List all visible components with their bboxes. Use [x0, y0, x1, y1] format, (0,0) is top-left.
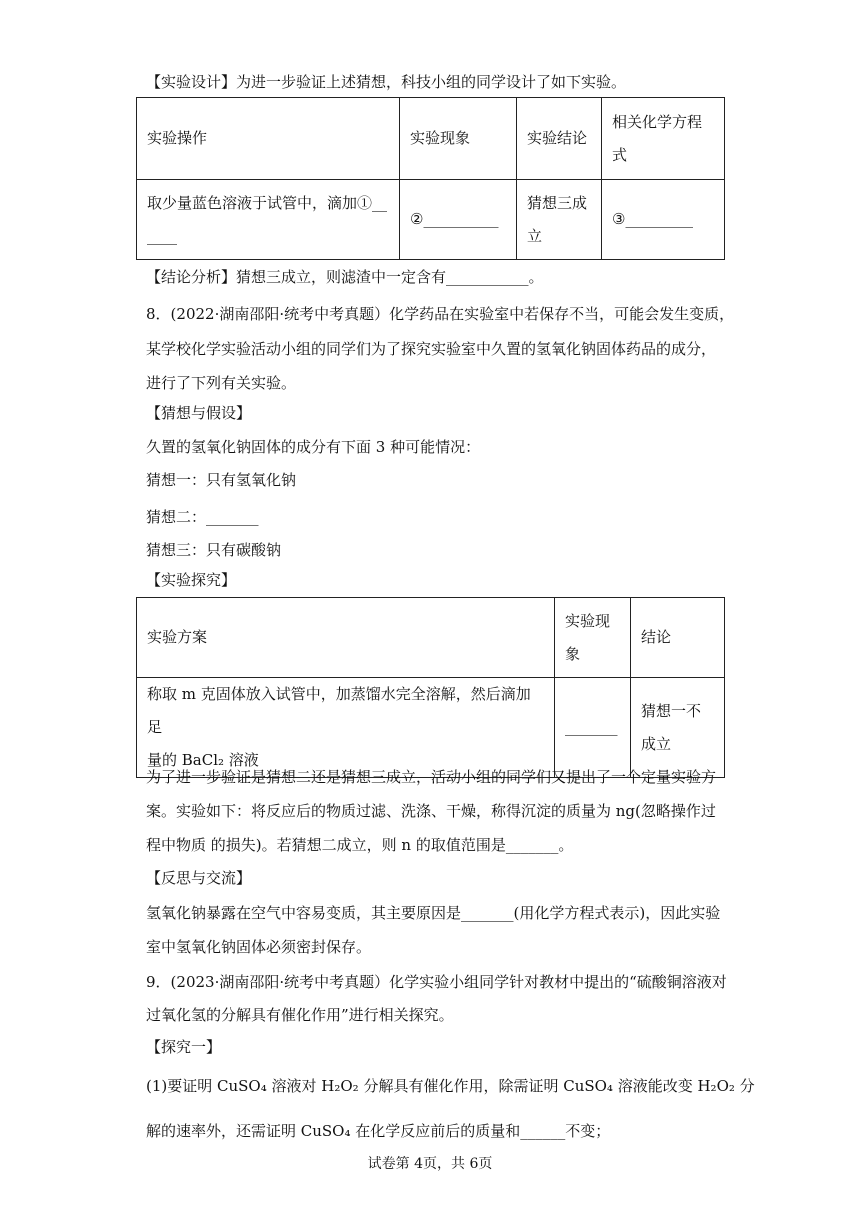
reflect-line: 室中氢氧化钠固体必须密封保存。: [146, 938, 372, 956]
reflect-line: 氢氧化钠暴露在空气中容易变质，其主要原因是_______(用化学方程式表示)，因此实验: [146, 904, 721, 922]
table-cell-phenomenon: _______: [555, 678, 631, 778]
design-title: 【实验设计】为进一步验证上述猜想，科技小组的同学设计了如下实验。: [146, 73, 627, 91]
reflect-title: 【反思与交流】: [146, 869, 252, 887]
explore1-title: 【探究一】: [146, 1038, 222, 1056]
q9-item1-line: (1)要证明 CuSO₄ 溶液对 H₂O₂ 分解具有催化作用，除需证明 CuSO₄ 溶液能改变 H₂O₂ 分: [146, 1077, 755, 1095]
table-header-row: [137, 598, 725, 678]
table-cell-conclusion: 猜想三成立: [517, 180, 602, 260]
table-cell-equation: ③_________: [602, 180, 725, 260]
table-cell-phenomenon: ②__________: [400, 180, 517, 260]
q8-line: 8．(2022·湖南邵阳·统考中考真题）化学药品在实验室中若保存不当，可能会发生变质，: [146, 305, 735, 323]
table-header-cell: 相关化学方程式: [602, 98, 725, 180]
plan-line: 量的 BaCl₂ 溶液: [147, 751, 259, 769]
quant-line: 案。实验如下：将反应后的物质过滤、洗涤、干燥，称得沉淀的质量为 ng(忽略操作过: [146, 802, 716, 820]
plan-line: 称取 m 克固体放入试管中，加蒸馏水完全溶解，然后滴加足: [147, 685, 531, 736]
table-row: [137, 678, 725, 778]
table-header-cell: 实验现象: [555, 598, 631, 678]
q8-line: 进行了下列有关实验。: [146, 374, 297, 392]
conclusion-analysis: 【结论分析】猜想三成立，则滤渣中一定含有___________。: [146, 268, 544, 286]
table-cell-conclusion: 猜想一不成立: [631, 678, 725, 778]
table-row: [137, 180, 725, 260]
table-header-cell: 实验结论: [517, 98, 602, 180]
q9-line: 过氧化氢的分解具有催化作用”进行相关探究。: [146, 1006, 454, 1024]
explore-title: 【实验探究】: [146, 571, 237, 589]
table-cell-plan: [137, 678, 555, 778]
quant-line: 程中物质 的损失)。若猜想二成立，则 n 的取值范围是_______。: [146, 836, 574, 854]
table-header-cell: 结论: [631, 598, 725, 678]
experiment-explore-table: [136, 597, 725, 778]
table-cell-operation: 取少量蓝色溶液于试管中，滴加①______: [137, 180, 400, 260]
hypothesis-intro: 久置的氢氧化钠固体的成分有下面 3 种可能情况：: [146, 438, 481, 456]
table-header-cell: 实验操作: [137, 98, 400, 180]
page-footer: 试卷第 4页，共 6页: [367, 1156, 493, 1172]
q9-line: 9．(2023·湖南邵阳·统考中考真题）化学实验小组同学针对教材中提出的“硫酸铜溶液对: [146, 973, 727, 991]
q9-item1-line: 解的速率外，还需证明 CuSO₄ 在化学反应前后的质量和______不变；: [146, 1122, 611, 1140]
table-header-row: [137, 98, 725, 180]
q8-line: 某学校化学实验活动小组的同学们为了探究实验室中久置的氢氧化钠固体药品的成分，: [146, 340, 717, 358]
hypothesis-title: 【猜想与假设】: [146, 404, 252, 422]
table-header-cell: 实验现象: [400, 98, 517, 180]
hypothesis-2: 猜想二：_______: [146, 508, 259, 526]
experiment-design-table: [136, 97, 725, 260]
hypothesis-3: 猜想三：只有碳酸钠: [146, 541, 282, 559]
hypothesis-1: 猜想一：只有氢氧化钠: [146, 471, 297, 489]
table-header-cell: 实验方案: [137, 598, 555, 678]
quant-line: 为了进一步验证是猜想二还是猜想三成立，活动小组的同学们又提出了一个定量实验方: [146, 768, 717, 786]
